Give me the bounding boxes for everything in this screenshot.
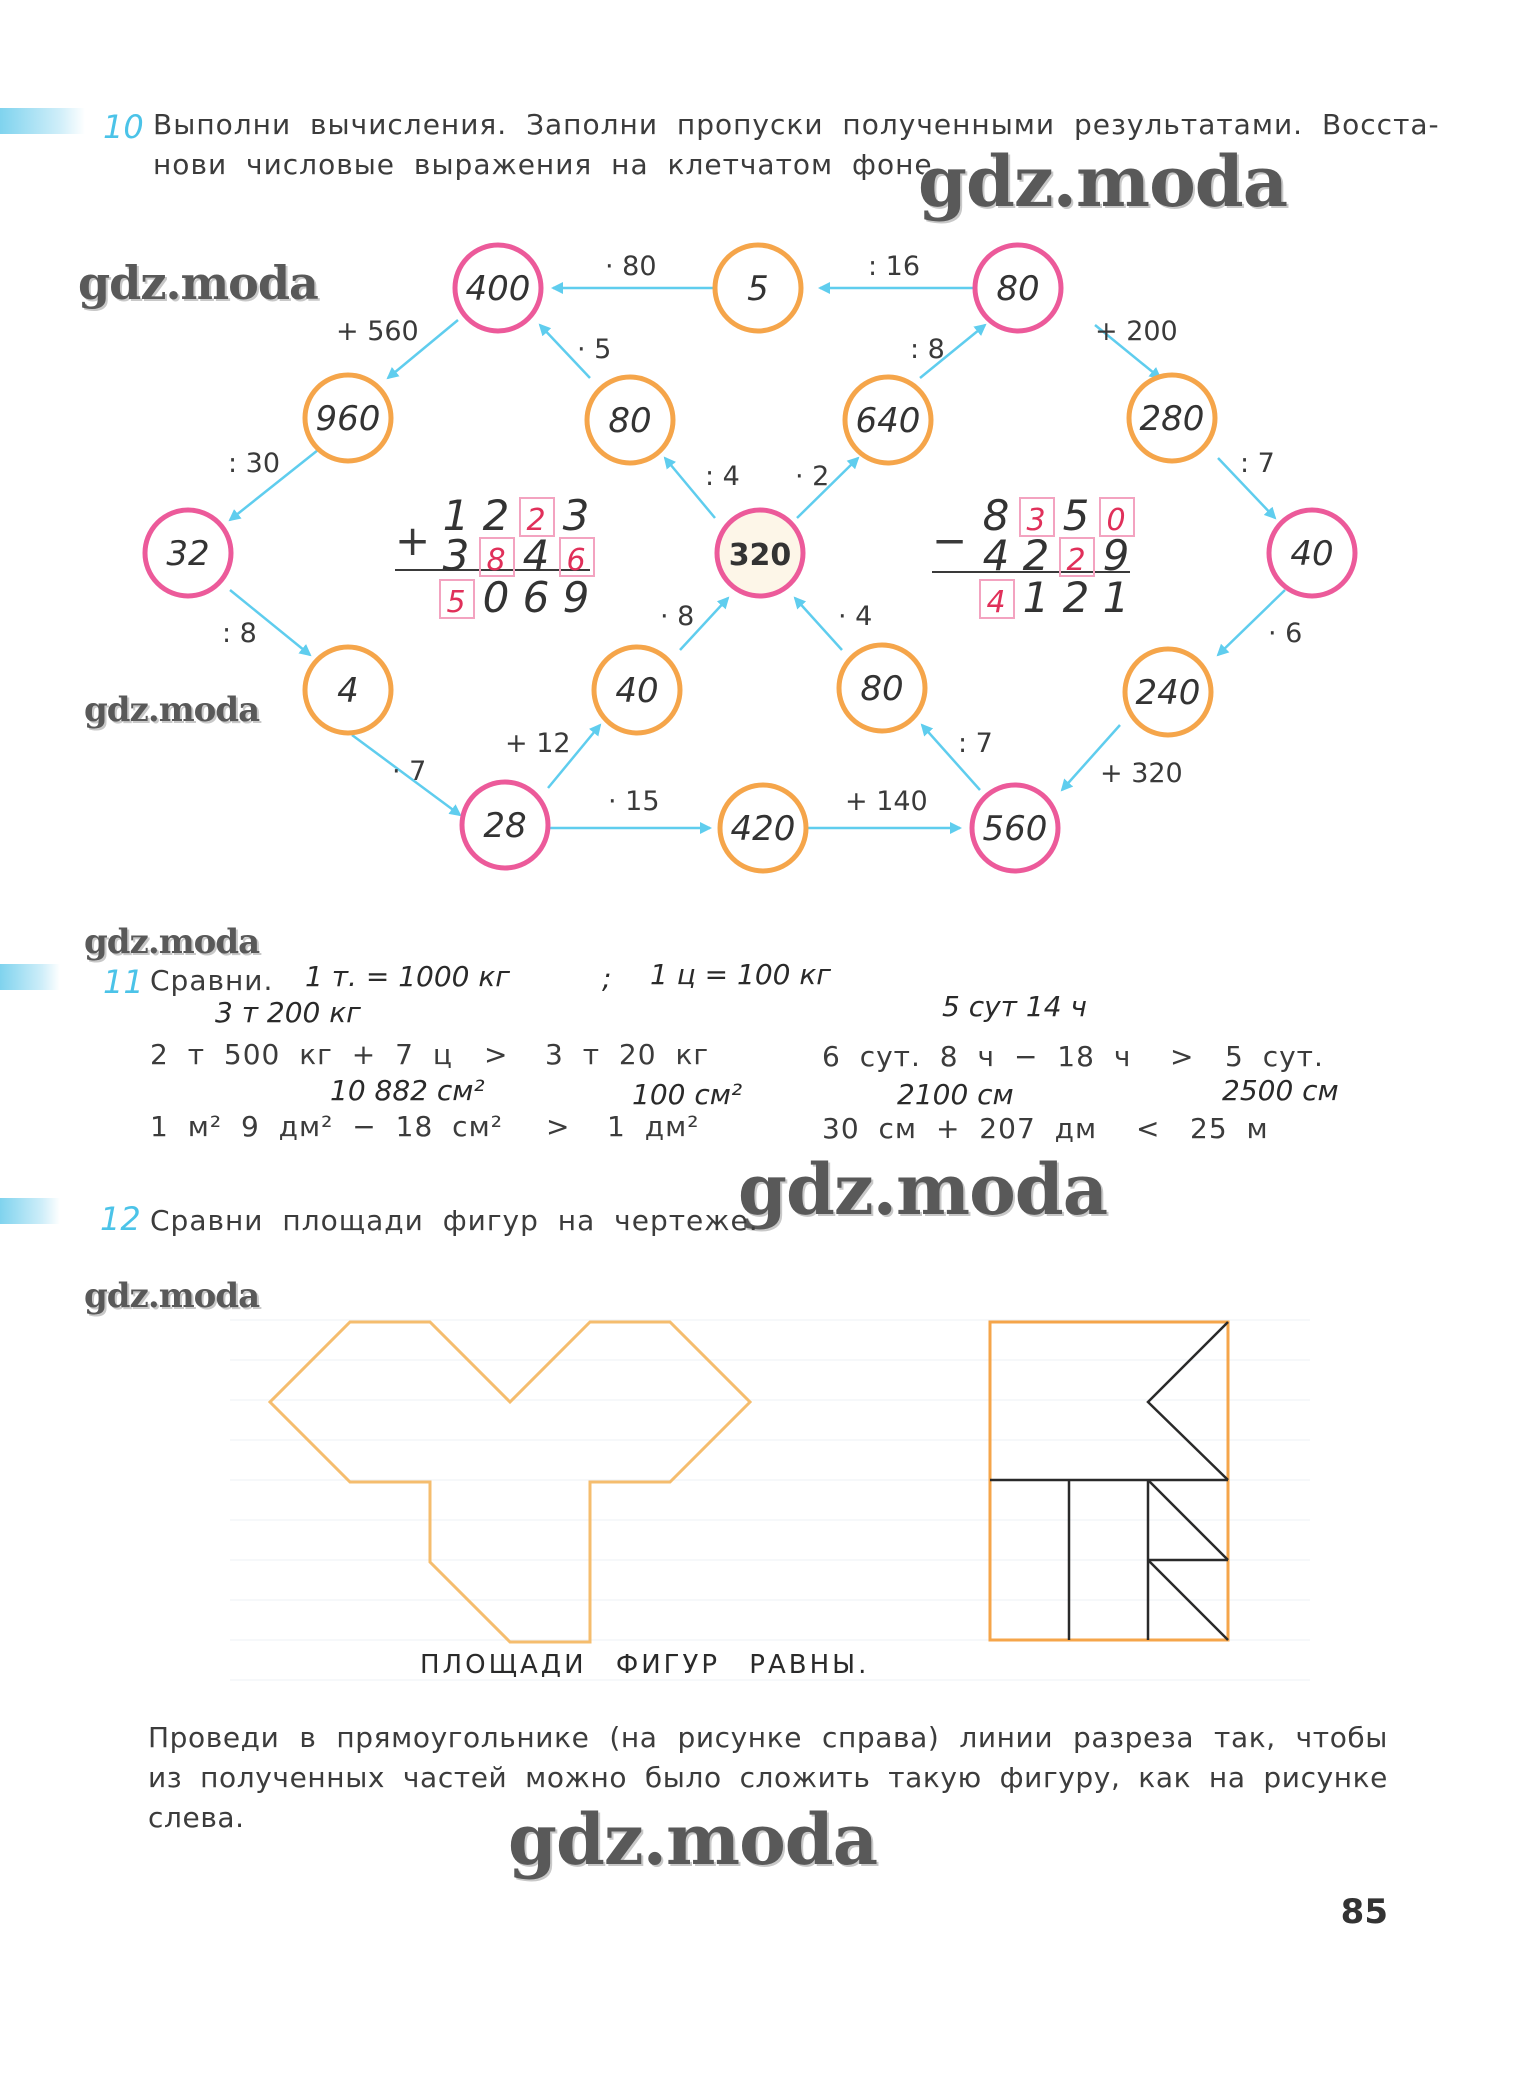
watermark: gdz.moda [508, 1798, 878, 1881]
node-value: 80 [996, 269, 1040, 309]
node-value: 40 [615, 671, 659, 711]
op-label: · 8 [660, 601, 695, 632]
column-digit: 9 [562, 573, 590, 622]
handwritten-note: 1 ц = 100 кг [650, 958, 832, 991]
column-digit: 5 [1062, 491, 1090, 540]
column-digit: 6 [566, 543, 586, 578]
op-label: : 30 [228, 448, 281, 479]
area-figures [230, 1280, 1310, 1700]
op-label: · 5 [577, 334, 612, 365]
node-value: 320 [728, 538, 792, 573]
op-label: · 15 [608, 786, 660, 817]
node-value: 420 [730, 809, 796, 849]
column-digit: 3 [562, 491, 590, 540]
column-digit: 2 [526, 503, 546, 538]
handwritten-hint: 2500 см [1222, 1074, 1339, 1107]
exercise-10-number: 10 [103, 108, 144, 146]
node-value: 560 [982, 809, 1048, 849]
compare-row-1b-sign: > [1170, 1040, 1195, 1073]
node-value: 640 [855, 401, 921, 441]
node-value: 32 [166, 534, 210, 574]
left-figure [270, 1322, 750, 1642]
node-value: 240 [1135, 673, 1201, 713]
handwritten-note: 5 сут 14 ч [942, 990, 1087, 1023]
column-digit: 2 [1022, 531, 1050, 580]
op-label: · 80 [605, 251, 657, 282]
column-digit: 3 [1026, 503, 1046, 538]
column-digit: 3 [442, 531, 470, 580]
exercise-12-task-line-1: Проведи в прямоугольнике (на рисунке справа) линии разреза так, чтобы [148, 1721, 1388, 1754]
section-stripe [0, 964, 60, 990]
column-digit: 8 [982, 491, 1010, 540]
compare-row-2-left: 1 м² 9 дм² − 18 см² [150, 1110, 503, 1143]
compare-row-1-left: 2 т 500 кг + 7 ц [150, 1038, 453, 1071]
exercise-11-number: 11 [103, 963, 144, 1001]
op-label: · 2 [795, 461, 830, 492]
compare-row-2-sign: > [546, 1110, 571, 1143]
op-label: : 16 [868, 251, 921, 282]
column-digit: 1 [1022, 573, 1050, 622]
node-value: 40 [1290, 534, 1334, 574]
op-label: : 8 [222, 618, 257, 649]
op-label: : 7 [1240, 448, 1275, 479]
compare-row-2b-left: 30 см + 207 дм [822, 1112, 1098, 1145]
op-label: + 200 [1095, 316, 1178, 347]
column-digit: 0 [1106, 503, 1126, 538]
op-label: · 7 [392, 756, 427, 787]
exercise-10-instruction-1: Выполни вычисления. Заполни пропуски полученными результатами. Восста- [153, 108, 1440, 141]
column-digit: 4 [986, 585, 1006, 620]
op-label: · 4 [838, 601, 873, 632]
column-digit: 9 [1102, 531, 1130, 580]
calculation-chain-diagram [0, 0, 1533, 900]
watermark: gdz.moda [738, 1148, 1108, 1231]
column-digit: 2 [1066, 543, 1086, 578]
page-number: 85 [1340, 1892, 1388, 1932]
arrow [795, 598, 842, 650]
node-value: 5 [747, 269, 769, 309]
node-value: 28 [483, 806, 527, 846]
column-subtraction [932, 491, 1134, 622]
column-digit: 1 [1102, 573, 1130, 622]
exercise-12-task-line-2: из полученных частей можно было сложить такую фигуру, как на рисунке [148, 1761, 1388, 1794]
column-digit: 2 [482, 491, 510, 540]
node-value: 960 [315, 399, 381, 439]
handwritten-note: 1 т. = 1000 кг [305, 960, 510, 993]
compare-row-1b-left: 6 сут. 8 ч − 18 ч [822, 1040, 1132, 1073]
column-digit: 2 [1062, 573, 1090, 622]
compare-row-2b-right: 25 м [1190, 1112, 1269, 1145]
op-label: + 320 [1100, 758, 1183, 789]
watermark: gdz.moda [84, 1276, 260, 1316]
column-digit: 1 [442, 491, 470, 540]
watermark: gdz.moda [78, 256, 318, 310]
column-digit: 6 [522, 573, 550, 622]
exercise-12-number: 12 [100, 1200, 141, 1238]
handwritten-note: 3 т 200 кг [215, 996, 361, 1029]
column-digit: 4 [522, 531, 550, 580]
compare-row-1b-right: 5 сут. [1225, 1040, 1324, 1073]
handwritten-hint: 10 882 см² [330, 1074, 485, 1107]
compare-row-2b-sign: < [1136, 1112, 1161, 1145]
op-label: · 6 [1268, 618, 1303, 649]
op-label: : 4 [705, 461, 740, 492]
column-digit: 8 [486, 543, 506, 578]
exercise-12-instruction: Сравни площади фигур на чертеже. [150, 1204, 759, 1237]
handwritten-hint: 2100 см [897, 1078, 1014, 1111]
node-value: 280 [1139, 399, 1205, 439]
column-addition [395, 491, 594, 622]
right-figure [990, 1322, 1228, 1640]
column-digit: 0 [482, 573, 510, 622]
handwritten-hint: 100 см² [632, 1078, 743, 1111]
op-label: : 7 [958, 728, 993, 759]
compare-row-1-right: 3 т 20 кг [545, 1038, 710, 1071]
compare-row-2-right: 1 дм² [607, 1110, 700, 1143]
op-label: + 560 [336, 316, 419, 347]
node-value: 4 [337, 671, 359, 711]
op-label: + 140 [845, 786, 928, 817]
watermark: gdz.moda [918, 140, 1288, 223]
op-label: + 12 [505, 728, 571, 759]
svg-text:+: + [395, 516, 431, 565]
section-stripe [0, 1198, 60, 1224]
svg-text:−: − [932, 516, 968, 565]
exercise-11-label: Сравни. [150, 964, 274, 997]
handwritten-note: ; [602, 962, 612, 995]
op-label: : 8 [910, 334, 945, 365]
column-digit: 5 [446, 585, 466, 620]
watermark: gdz.moda [84, 922, 260, 962]
watermark: gdz.moda [84, 690, 260, 730]
exercise-10-instruction-2: нови числовые выражения на клетчатом фоне. [153, 148, 943, 181]
node-value: 400 [465, 269, 531, 309]
node-value: 80 [608, 401, 652, 441]
handwritten-answer: ПЛОЩАДИ ФИГУР РАВНЫ. [420, 1650, 870, 1680]
column-digit: 4 [982, 531, 1010, 580]
node-value: 80 [860, 669, 904, 709]
exercise-12-task-line-3: слева. [148, 1801, 245, 1834]
compare-row-1-sign: > [484, 1038, 509, 1071]
